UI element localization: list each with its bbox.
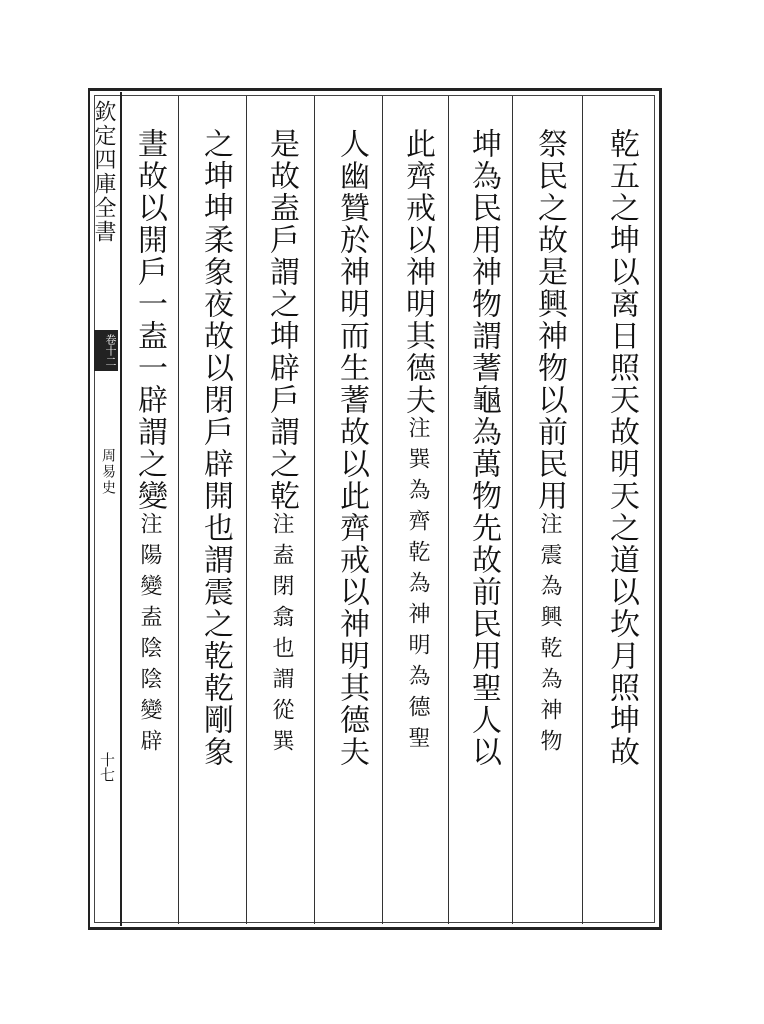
text-segment: 之坤坤柔象夜故以閉戶辟開也謂震之乾乾剛象 (198, 128, 233, 768)
column-rule (512, 96, 513, 924)
text-column (196, 128, 234, 918)
text-segment: 注巽為齊乾為神明為德聖 (405, 416, 430, 757)
page-border (88, 88, 662, 930)
text-segment: 此齊戒以神明其德夫 (400, 128, 435, 416)
text-column (130, 128, 168, 918)
folio-number: 十七 (98, 752, 116, 782)
column-rule (448, 96, 449, 924)
column-rule (314, 96, 315, 924)
text-column (464, 128, 502, 918)
text-column (602, 128, 640, 918)
text-segment: 祭民之故 (532, 128, 567, 256)
text-segment: 注陽變盍陰陰變辟 (137, 512, 162, 760)
text-segment: 人幽贊於神明而生蓍故以此齊戒以神明其德夫 (334, 128, 369, 768)
column-rule (582, 96, 583, 924)
book-title: 周易史 (100, 448, 116, 496)
text-segment: 晝故以開戶 (132, 128, 167, 288)
text-segment: 坤為民用神物謂蓍龜為萬物先故前民用 (466, 128, 501, 672)
collection-title: 欽定四庫全書 (91, 100, 116, 244)
text-column (262, 128, 300, 918)
column-rule (178, 96, 179, 924)
text-segment: 是故盍戶謂之坤辟戶謂之乾 (264, 128, 299, 512)
text-segment: 是興神物以前民用 (532, 256, 567, 512)
text-segment: 一盍一辟謂之變 (132, 288, 167, 512)
column-rule (246, 96, 247, 924)
text-segment: 注震為興乾為神物 (537, 512, 562, 760)
column-rule (382, 96, 383, 924)
text-column (398, 128, 436, 918)
juan-label: 卷十二 (94, 330, 118, 371)
text-segment: 注盍閉翕也謂從巽 (269, 512, 294, 760)
text-segment: 乾五之坤以离日照天故明天之道以坎月照坤故 (604, 128, 639, 768)
text-column (530, 128, 568, 918)
text-segment: 聖人以 (466, 672, 501, 768)
text-column (332, 128, 370, 918)
